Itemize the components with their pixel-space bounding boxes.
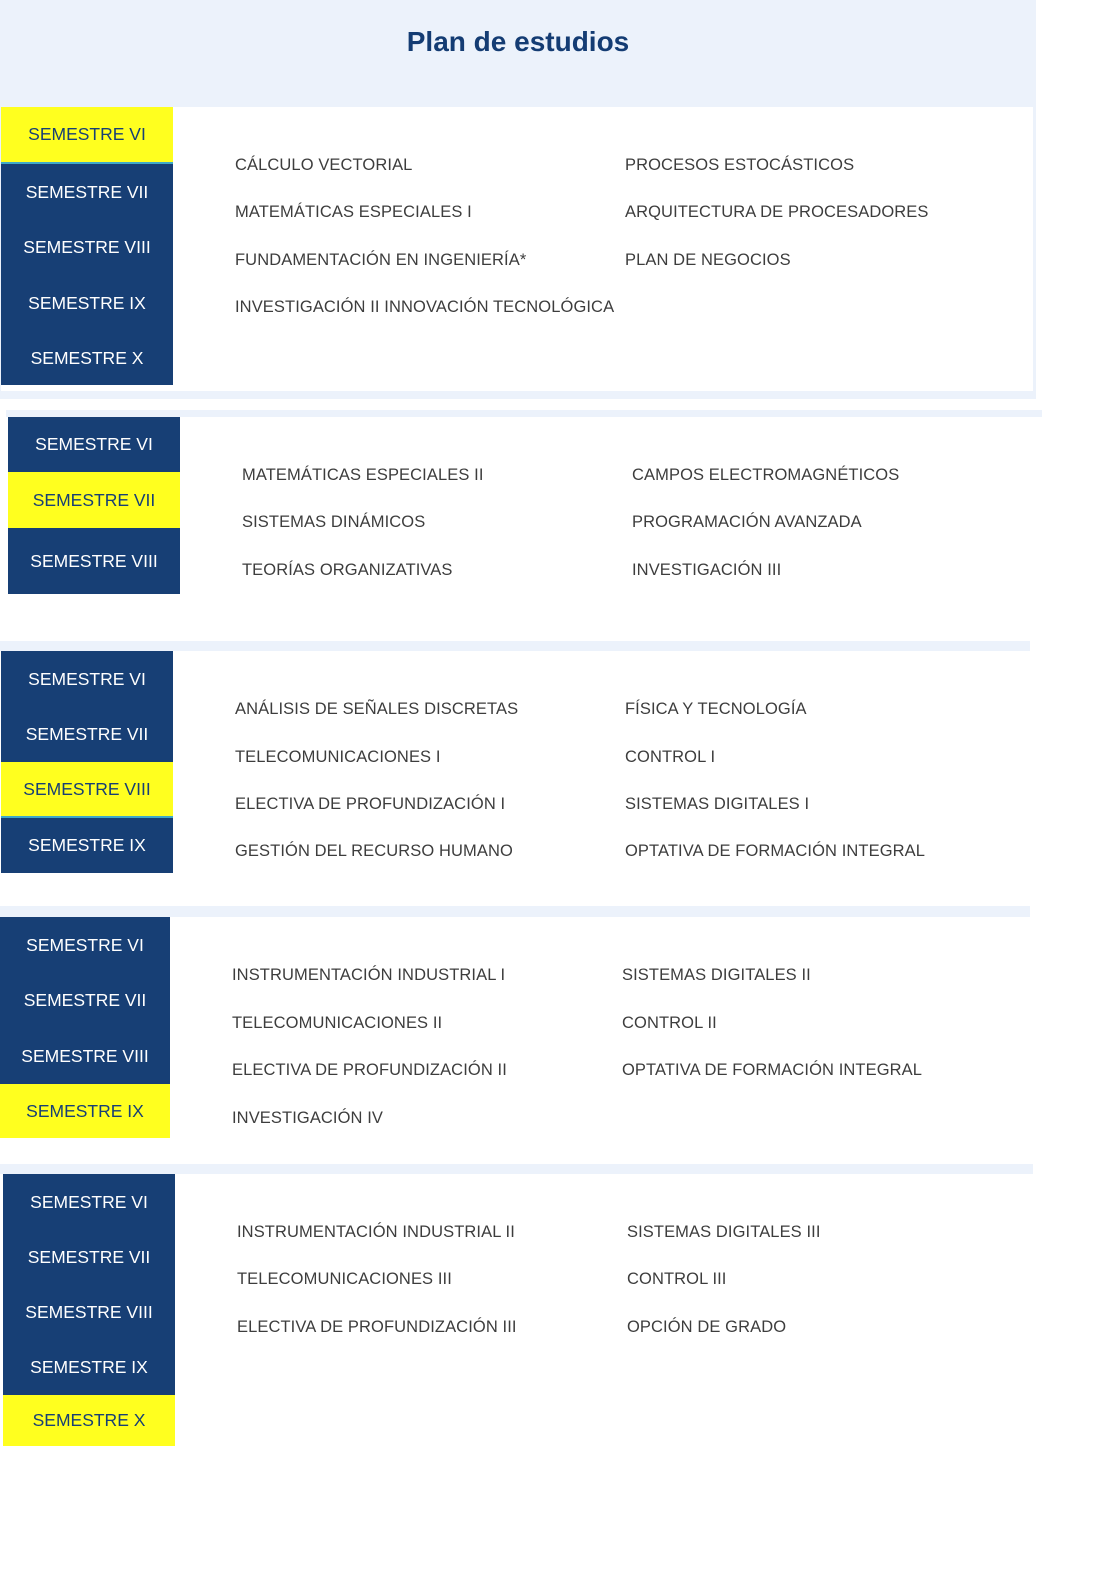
course-item: CONTROL II — [622, 1014, 717, 1032]
tab-semestre-ix[interactable]: SEMESTRE IX — [3, 1340, 175, 1395]
course-item: ELECTIVA DE PROFUNDIZACIÓN III — [237, 1318, 517, 1336]
course-item: MATEMÁTICAS ESPECIALES I — [235, 203, 472, 221]
tab-semestre-vi[interactable]: SEMESTRE VI — [1, 107, 173, 164]
course-item: INVESTIGACIÓN IV — [232, 1109, 384, 1127]
tab-semestre-vii[interactable]: SEMESTRE VII — [8, 472, 180, 528]
tab-semestre-viii[interactable]: SEMESTRE VIII — [3, 1285, 175, 1340]
tab-semestre-vii[interactable]: SEMESTRE VII — [3, 1230, 175, 1285]
course-item: FUNDAMENTACIÓN EN INGENIERÍA* — [235, 251, 527, 269]
course-item: MATEMÁTICAS ESPECIALES II — [242, 466, 484, 484]
tab-semestre-vii[interactable]: SEMESTRE VII — [0, 973, 170, 1028]
panel-4-top-band — [0, 1164, 1033, 1174]
tab-semestre-x[interactable]: SEMESTRE X — [3, 1395, 175, 1446]
tab-semestre-viii[interactable]: SEMESTRE VIII — [8, 528, 180, 594]
semester-tabs-4 — [3, 1174, 175, 1446]
tab-semestre-vi[interactable]: SEMESTRE VI — [8, 417, 180, 472]
course-item: ELECTIVA DE PROFUNDIZACIÓN I — [235, 795, 506, 813]
tab-semestre-viii[interactable]: SEMESTRE VIII — [1, 220, 173, 275]
tab-semestre-ix[interactable]: SEMESTRE IX — [1, 275, 173, 331]
course-item: OPTATIVA DE FORMACIÓN INTEGRAL — [622, 1061, 923, 1079]
course-item: INVESTIGACIÓN II INNOVACIÓN TECNOLÓGICA — [235, 298, 615, 316]
course-item: TELECOMUNICACIONES III — [237, 1270, 452, 1288]
course-item: CONTROL I — [625, 748, 716, 766]
tab-semestre-ix[interactable]: SEMESTRE IX — [1, 818, 173, 873]
semester-tabs-3 — [0, 917, 170, 1138]
tab-semestre-viii[interactable]: SEMESTRE VIII — [1, 762, 173, 818]
course-item: CONTROL III — [627, 1270, 727, 1288]
page-title: Plan de estudios — [406, 26, 630, 57]
panel-2-top-band — [0, 641, 1030, 651]
semester-tabs-1 — [8, 417, 180, 594]
tab-semestre-vi[interactable]: SEMESTRE VI — [3, 1174, 175, 1230]
tab-semestre-x[interactable]: SEMESTRE X — [1, 331, 173, 385]
course-item: OPCIÓN DE GRADO — [627, 1318, 787, 1336]
tab-semestre-vii[interactable]: SEMESTRE VII — [1, 164, 173, 220]
course-item: TEORÍAS ORGANIZATIVAS — [242, 561, 453, 579]
tab-semestre-vi[interactable]: SEMESTRE VI — [0, 917, 170, 973]
semester-tabs-2 — [1, 651, 173, 873]
course-item: CAMPOS ELECTROMAGNÉTICOS — [632, 466, 900, 484]
course-item: PLAN DE NEGOCIOS — [625, 251, 791, 269]
course-item: INVESTIGACIÓN III — [632, 561, 782, 579]
course-item: SISTEMAS DIGITALES III — [627, 1223, 821, 1241]
course-item: SISTEMAS DIGITALES I — [625, 795, 810, 813]
course-item: GESTIÓN DEL RECURSO HUMANO — [235, 842, 513, 860]
course-item: PROGRAMACIÓN AVANZADA — [632, 513, 862, 531]
tab-semestre-vi[interactable]: SEMESTRE VI — [1, 651, 173, 707]
tab-semestre-ix[interactable]: SEMESTRE IX — [0, 1084, 170, 1138]
semester-tabs-0 — [1, 107, 173, 385]
course-item: ARQUITECTURA DE PROCESADORES — [625, 203, 929, 221]
course-item: ANÁLISIS DE SEÑALES DISCRETAS — [235, 700, 519, 718]
course-item: CÁLCULO VECTORIAL — [235, 156, 413, 174]
tab-semestre-vii[interactable]: SEMESTRE VII — [1, 707, 173, 762]
course-item: TELECOMUNICACIONES II — [232, 1014, 443, 1032]
panel-1-top-band — [6, 410, 1042, 417]
panel-3-top-band — [0, 906, 1030, 917]
course-item: PROCESOS ESTOCÁSTICOS — [625, 156, 855, 174]
course-item: FÍSICA Y TECNOLOGÍA — [625, 700, 807, 718]
tab-semestre-viii[interactable]: SEMESTRE VIII — [0, 1028, 170, 1084]
course-item: SISTEMAS DINÁMICOS — [242, 513, 426, 531]
course-item: SISTEMAS DIGITALES II — [622, 966, 811, 984]
course-item: TELECOMUNICACIONES I — [235, 748, 441, 766]
course-item: OPTATIVA DE FORMACIÓN INTEGRAL — [625, 842, 926, 860]
course-item: INSTRUMENTACIÓN INDUSTRIAL I — [232, 966, 506, 984]
course-item: INSTRUMENTACIÓN INDUSTRIAL II — [237, 1223, 515, 1241]
course-item: ELECTIVA DE PROFUNDIZACIÓN II — [232, 1061, 507, 1079]
page-header — [0, 0, 1036, 107]
